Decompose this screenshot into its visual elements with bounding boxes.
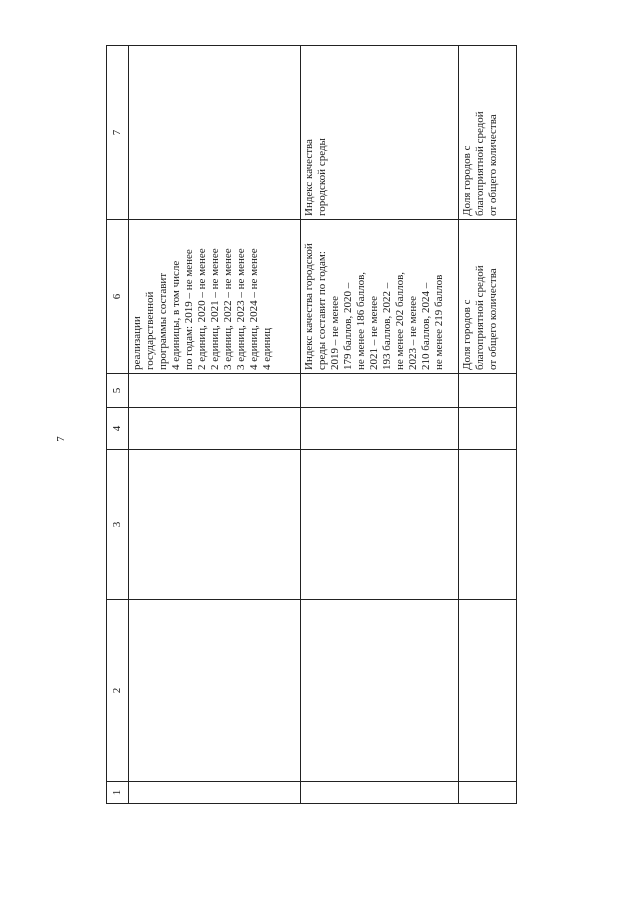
table-cell (129, 600, 301, 782)
header-cell-2: 2 (107, 600, 129, 782)
table-cell (459, 782, 517, 804)
header-cell-4: 4 (107, 408, 129, 450)
table-row (129, 46, 301, 804)
page-number: 7 (54, 436, 67, 442)
table-row (301, 46, 459, 804)
table-cell (301, 600, 459, 782)
table-cell (301, 374, 459, 408)
header-cell-5: 5 (107, 374, 129, 408)
table-cell (301, 782, 459, 804)
table-cell (301, 450, 459, 600)
table-cell (459, 408, 517, 450)
indicators-table (106, 45, 517, 804)
table-cell (459, 450, 517, 600)
indicator-name-cell (129, 46, 301, 220)
header-row (107, 46, 129, 804)
table-cell (301, 408, 459, 450)
table-cell (129, 374, 301, 408)
header-cell-3: 3 (107, 450, 129, 600)
indicator-value-cell: Доля городов с благоприятной средой от общего количества (459, 220, 517, 374)
header-cell-6: 6 (107, 220, 129, 374)
header-cell-7: 7 (107, 46, 129, 220)
table-cell (459, 600, 517, 782)
table-cell (459, 374, 517, 408)
indicator-value-cell: реализации государственной программы составит 4 единицы, в том числе по годам: 2019 – не менее 2 единиц, 2020 – не менее 2 единиц, 2021 – не менее 3 единиц, 2022 – не менее 3 единиц, 2023 – не менее 4 единиц, 2024 – не менее 4 единиц (129, 220, 301, 374)
header-cell-1: 1 (107, 782, 129, 804)
table-cell (129, 450, 301, 600)
table-row (459, 46, 517, 804)
rotated-table-container (106, 46, 516, 804)
table-cell (129, 782, 301, 804)
indicator-name-cell: Индекс качества городской среды (301, 46, 459, 220)
indicator-name-cell: Доля городов с благоприятной средой от общего количества (459, 46, 517, 220)
document-page (106, 46, 516, 804)
table-cell (129, 408, 301, 450)
indicator-value-cell: Индекс качества городской среды составит по годам: 2019 – не менее 179 баллов, 2020 – не менее 186 баллов, 2021 – не менее 193 баллов, 2022 – не менее 202 баллов, 2023 – не менее 210 баллов, 2024 – не менее 219 баллов (301, 220, 459, 374)
